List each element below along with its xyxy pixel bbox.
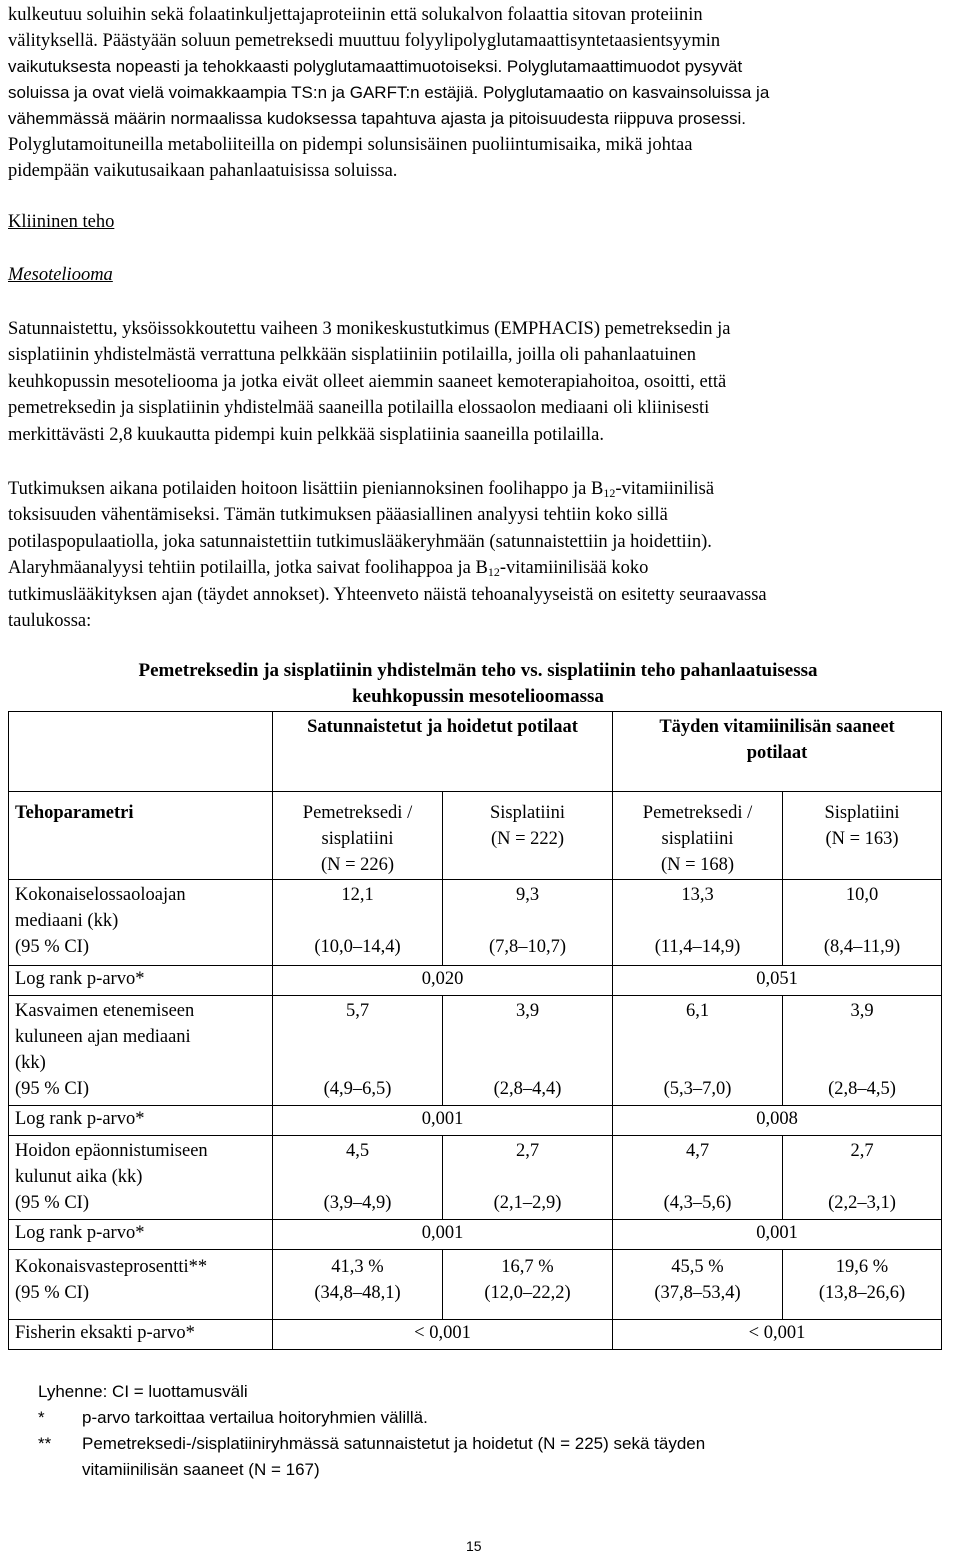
col-header-pem-cis-168 [613, 792, 783, 880]
col-header-pem-cis-226 [273, 792, 443, 880]
paragraph-line: taulukossa: [8, 610, 92, 631]
row-label-line: (95 % CI) [15, 1193, 89, 1213]
group-header-vitamin: Täyden vitamiinilisän saaneet potilaat [613, 712, 942, 792]
paragraph-line: Satunnaistettu, yksöissokkoutettu vaiheen 3 monikeskustutkimus (EMPHACIS) pemetreksedin ja [8, 319, 731, 339]
row-label-line: kuluneen ajan mediaani [15, 1027, 191, 1047]
ci-value: (2,8–4,5) [828, 1079, 896, 1099]
paragraph-line: merkittävästi 2,8 kuukautta pidempi kuin pelkkää sisplatiinia saaneilla potilailla. [8, 424, 604, 445]
ci-value: (2,1–2,9) [493, 1193, 562, 1213]
intro-line: Polyglutamoituneilla metaboliiteilla on pidempi solunsisäinen puoliintumisaika, mikä johtaa [8, 135, 693, 155]
value-cell [443, 880, 613, 966]
row-label-line: Hoidon epäonnistumiseen [15, 1141, 208, 1161]
efficacy-table [8, 711, 942, 1350]
value-cell [783, 880, 942, 966]
row-label-response-rate [9, 1250, 273, 1320]
p-value-cell: 0,020 [273, 966, 613, 996]
row-label-line: mediaani (kk) [15, 911, 119, 931]
paragraph-line: toksisuuden vähentämiseksi. Tämän tutkimuksen pääasiallinen analyysi tehtiin koko sillä [8, 505, 668, 526]
subscript: 12 [487, 565, 500, 580]
ci-value: (8,4–11,9) [823, 937, 901, 957]
footnote-marker: ** [38, 1434, 52, 1453]
rate-value: 16,7 % [501, 1257, 554, 1277]
intro-line: välityksellä. Päästyään soluun pemetreksedi muuttuu folyylipolyglutamaattisyntetaasientsyymin [8, 31, 721, 51]
ci-value: (2,2–3,1) [828, 1193, 896, 1213]
text-fragment: -vitamiinilisä [615, 479, 715, 499]
subsection-heading-mesothelioma: Mesoteliooma [8, 265, 113, 285]
col-header-line: Sisplatiini [489, 803, 566, 823]
median-value: 2,7 [515, 1141, 540, 1161]
col-header-line: (N = 222) [490, 829, 565, 849]
row-label-line: Kokonaiselossaoloajan [15, 885, 186, 905]
row-label-line: kulunut aika (kk) [15, 1167, 143, 1187]
row-label-overall-survival [9, 880, 273, 966]
value-cell [783, 1136, 942, 1220]
col-header-cis-222 [443, 792, 613, 880]
p-value-cell: 0,001 [273, 1106, 613, 1136]
table-group-header-row [9, 712, 942, 792]
ci-value: (4,3–5,6) [663, 1193, 732, 1213]
ci-value: (37,8–53,4) [654, 1283, 741, 1303]
intro-line: pidempään vaikutusaikaan pahanlaatuisissa soluissa. [8, 161, 398, 181]
median-value: 4,7 [685, 1141, 710, 1161]
row-label-line: Kokonaisvasteprosentti** [15, 1257, 208, 1277]
paragraph-line: pemetreksedin ja sisplatiinin yhdistelmää saaneilla potilailla elossaolon mediaani oli kliinisesti [8, 398, 710, 419]
group-header-randomized: Satunnaistetut ja hoidetut potilaat [273, 712, 613, 792]
intro-line: vaikutuksesta nopeasti ja tehokkaasti polyglutamaattimuotoiseksi. Polyglutamaattimuodot pysyvät [8, 57, 743, 76]
median-value: 13,3 [681, 885, 714, 905]
ci-value: (12,0–22,2) [484, 1283, 571, 1303]
vitamin-paragraph [8, 476, 948, 634]
intro-line: soluissa ja ovat vielä voimakkaampia TS:n ja GARFT:n estäjiä. Polyglutamaatio on kasvainsoluissa ja [8, 83, 770, 102]
col-header-line: Sisplatiini [824, 803, 900, 823]
table-row-logrank [9, 1106, 942, 1136]
ci-value: (7,8–10,7) [488, 937, 567, 957]
paragraph-line: tutkimuslääkityksen ajan (täydet annokset). Yhteenveto näistä tehoanalyyseistä on esitetty seuraavassa [8, 584, 767, 605]
median-value: 10,0 [845, 885, 879, 905]
footnote-text: vitamiinilisän saaneet (N = 167) [82, 1460, 320, 1479]
ci-value: (4,9–6,5) [323, 1079, 392, 1099]
p-value-cell: 0,008 [613, 1106, 942, 1136]
table-title-line: Pemetreksedin ja sisplatiinin yhdistelmän teho vs. sisplatiinin teho pahanlaatuisessa [138, 660, 818, 681]
rate-value: 19,6 % [835, 1257, 889, 1277]
value-cell [613, 1136, 783, 1220]
value-cell [273, 1136, 443, 1220]
table-row-overall-survival [9, 880, 942, 966]
table-row-logrank [9, 966, 942, 996]
rate-value: 41,3 % [331, 1257, 384, 1277]
col-header-line: sisplatiini [661, 829, 734, 849]
median-value: 9,3 [515, 885, 540, 905]
row-label-logrank: Log rank p-arvo* [9, 966, 273, 996]
rate-value: 45,5 % [671, 1257, 724, 1277]
row-label-fisher: Fisherin eksakti p-arvo* [9, 1320, 273, 1350]
row-label-line: Kasvaimen etenemiseen [15, 1001, 195, 1021]
subscript: 12 [603, 486, 616, 500]
value-cell [443, 1250, 613, 1320]
p-value-cell: < 0,001 [273, 1320, 613, 1350]
footnote-double-star [38, 1431, 705, 1457]
paragraph-line: sisplatiinin yhdistelmästä verrattuna pelkkään sisplatiiniin potilailla, joilla oli pahanlaatuinen [8, 345, 696, 366]
table-row-logrank [9, 1220, 942, 1250]
median-value: 5,7 [345, 1001, 370, 1021]
intro-line: kulkeutuu soluihin sekä folaatinkuljettajaproteiinin että solukalvon folaattia sitovan proteiinin [8, 5, 703, 25]
paragraph-line: keuhkopussin mesoteliooma ja jotka eivät olleet aiemmin saaneet kemoterapiahoitoa, osoitti, että [8, 371, 727, 392]
value-cell [613, 996, 783, 1106]
ci-value: (5,3–7,0) [663, 1079, 732, 1099]
text-fragment: Tutkimuksen aikana potilaiden hoitoon lisättiin pieniannoksinen foolihappo ja B [8, 479, 604, 499]
col-header-line: sisplatiini [321, 829, 394, 849]
footnote-single-star [38, 1405, 705, 1431]
table-title [8, 658, 948, 710]
table-row-time-to-progression [9, 996, 942, 1106]
ci-value: (3,9–4,9) [323, 1193, 392, 1213]
row-label-time-to-progression [9, 996, 273, 1106]
paragraph-line [8, 555, 948, 581]
p-value-cell: < 0,001 [613, 1320, 942, 1350]
table-title-line: keuhkopussin mesotelioomassa [352, 686, 604, 707]
text-fragment: -vitamiinilisää koko [499, 558, 649, 579]
emphacis-paragraph [8, 316, 948, 448]
value-cell [613, 1250, 783, 1320]
col-header-line: (N = 226) [320, 855, 395, 875]
text-fragment: Alaryhmäanalyysi tehtiin potilailla, jotka saivat foolihappoa ja B [8, 558, 488, 579]
row-label-line: (95 % CI) [15, 937, 89, 957]
ci-value: (2,8–4,4) [493, 1079, 562, 1099]
median-value: 3,9 [850, 1001, 874, 1021]
section-heading-clinical: Kliininen teho [8, 212, 115, 232]
value-cell [783, 1250, 942, 1320]
col-header-line: Pemetreksedi / [302, 803, 413, 823]
row-label-line: (95 % CI) [15, 1283, 89, 1303]
ci-value: (34,8–48,1) [314, 1283, 401, 1303]
median-value: 4,5 [345, 1141, 370, 1161]
median-value: 6,1 [685, 1001, 710, 1021]
footnote-marker: * [38, 1408, 45, 1427]
paragraph-line [8, 476, 948, 502]
intro-line: vähemmässä määrin normaalissa kudoksessa tapahtuva ajasta ja pitoisuudesta riippuva prosessi. [8, 109, 746, 128]
col-header-line: Pemetreksedi / [642, 803, 753, 823]
col-header-line: (N = 163) [825, 829, 899, 849]
col-header-line: (N = 168) [660, 855, 735, 875]
footnote-double-star-continued [38, 1457, 705, 1483]
table-column-header-row [9, 792, 942, 880]
footnote-text: Pemetreksedi-/sisplatiiniryhmässä satunnaistetut ja hoidetut (N = 225) sekä täyden [82, 1434, 706, 1453]
median-value: 12,1 [341, 885, 374, 905]
median-value: 3,9 [515, 1001, 540, 1021]
footnote-abbreviation: Lyhenne: CI = luottamusväli [38, 1382, 248, 1401]
col-header-cis-163 [783, 792, 942, 880]
ci-value: (10,0–14,4) [314, 937, 401, 957]
table-row-response-rate [9, 1250, 942, 1320]
value-cell [613, 880, 783, 966]
table-row-fisher [9, 1320, 942, 1350]
value-cell [273, 1250, 443, 1320]
value-cell [273, 880, 443, 966]
paragraph-line: potilaspopulaatiolla, joka satunnaistettiin tutkimuslääkeryhmään (satunnaistettiin ja hoidettiin). [8, 531, 712, 552]
row-label-logrank: Log rank p-arvo* [9, 1220, 273, 1250]
p-value-cell: 0,001 [273, 1220, 613, 1250]
value-cell [443, 1136, 613, 1220]
row-label-time-to-treatment-failure [9, 1136, 273, 1220]
p-value-cell: 0,001 [613, 1220, 942, 1250]
table-footnotes [38, 1379, 705, 1483]
footnote-text: p-arvo tarkoittaa vertailua hoitoryhmien välillä. [82, 1408, 428, 1427]
value-cell [273, 996, 443, 1106]
value-cell [783, 996, 942, 1106]
intro-paragraph [8, 2, 948, 184]
ci-value: (11,4–14,9) [654, 937, 741, 957]
param-header: Tehoparametri [9, 792, 273, 880]
table-corner-cell [9, 712, 273, 792]
ci-value: (13,8–26,6) [818, 1283, 906, 1303]
row-label-line: (kk) [15, 1053, 46, 1073]
table-row-time-to-treatment-failure [9, 1136, 942, 1220]
median-value: 2,7 [850, 1141, 874, 1161]
value-cell [443, 996, 613, 1106]
row-label-line: (95 % CI) [15, 1079, 89, 1099]
row-label-logrank: Log rank p-arvo* [9, 1106, 273, 1136]
page-number: 15 [466, 1538, 482, 1554]
p-value-cell: 0,051 [613, 966, 942, 996]
